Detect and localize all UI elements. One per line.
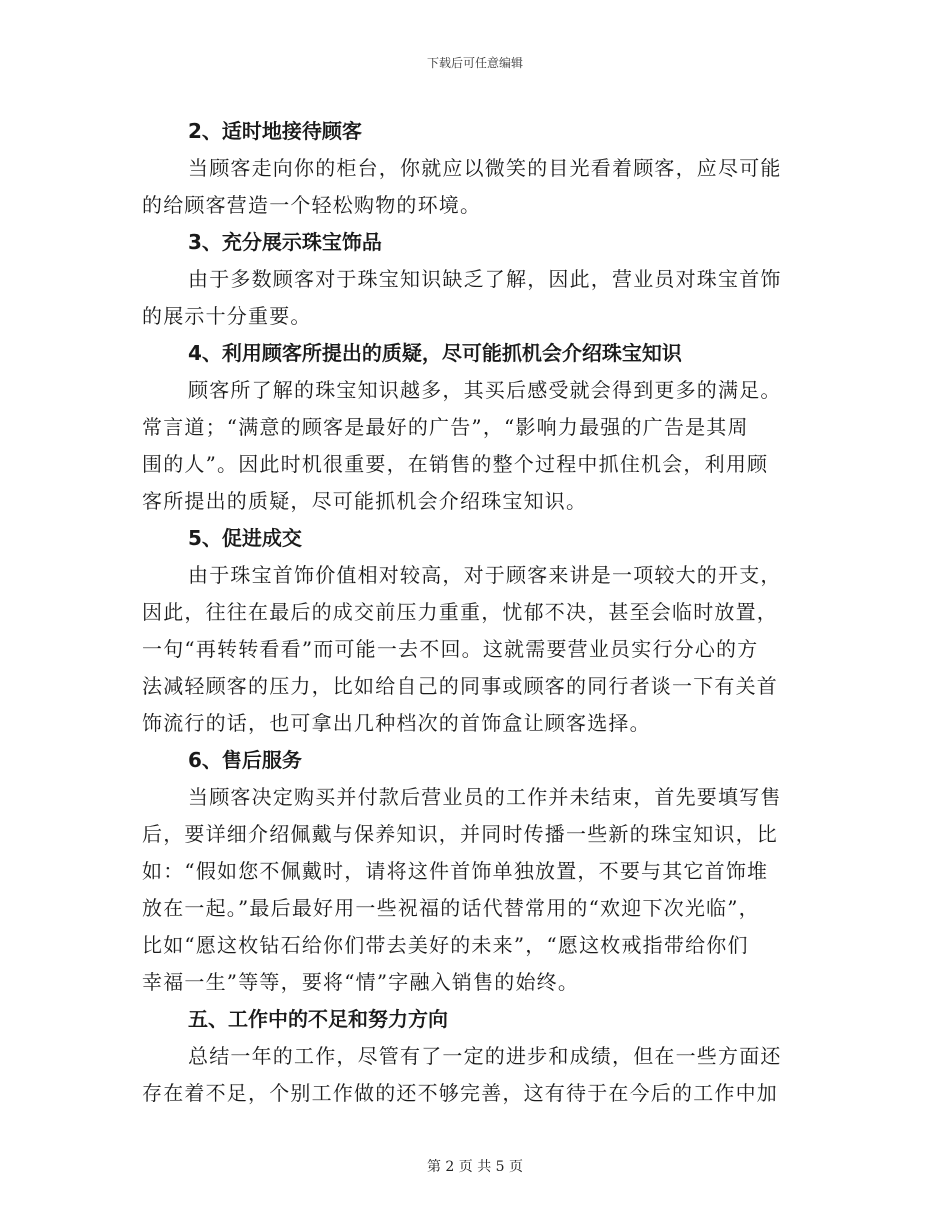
paragraph-line: 的给顾客营造一个轻松购物的环境。: [142, 193, 482, 217]
paragraph-line: 法减轻顾客的压力，比如给自己的同事或顾客的同行者谈一下有关首: [142, 674, 778, 698]
page-header-note: 下载后可任意编辑: [426, 56, 523, 70]
document-body: [142, 113, 802, 1112]
paragraph-line: 因此，往往在最后的成交前压力重重，忧郁不决，甚至会临时放置，: [142, 600, 778, 624]
paragraph-line: 围的人”。因此时机很重要，在销售的整个过程中抓住机会，利用顾: [142, 452, 769, 476]
paragraph-line: 一句“再转转看看”而可能一去不回。这就需要营业员实行分心的方: [142, 637, 759, 661]
paragraph-line: 当顾客走向你的柜台，你就应以微笑的目光看着顾客，应尽可能: [188, 156, 782, 180]
section-heading: 6、售后服务: [188, 748, 302, 772]
paragraph-line: 比如“愿这枚钻石给你们带去美好的未来”，“愿这枚戒指带给你们: [142, 933, 749, 957]
section-heading: 3、充分展示珠宝饰品: [188, 230, 382, 254]
paragraph-line: 客所提出的质疑，尽可能抓机会介绍珠宝知识。: [142, 489, 588, 513]
paragraph-line: 总结一年的工作，尽管有了一定的进步和成绩，但在一些方面还: [188, 1044, 782, 1068]
paragraph-line: 由于多数顾客对于珠宝知识缺乏了解，因此，营业员对珠宝首饰: [188, 267, 782, 291]
paragraph-line: 的展示十分重要。: [142, 304, 312, 328]
paragraph-line: 后，要详细介绍佩戴与保养知识，并同时传播一些新的珠宝知识，比: [142, 822, 778, 846]
paragraph-line: 存在着不足，个别工作做的还不够完善，这有待于在今后的工作中加: [142, 1081, 778, 1105]
paragraph-line: 放在一起。”最后最好用一些祝福的话代替常用的“欢迎下次光临”，: [142, 896, 760, 920]
paragraph-line: 顾客所了解的珠宝知识越多，其买后感受就会得到更多的满足。: [188, 378, 782, 402]
paragraph-line: 如：“假如您不佩戴时，请将这件首饰单独放置，不要与其它首饰堆: [142, 859, 769, 883]
paragraph-line: 当顾客决定购买并付款后营业员的工作并未结束，首先要填写售: [188, 785, 782, 809]
section-heading: 五、工作中的不足和努力方向: [188, 1007, 448, 1031]
paragraph-line: 饰流行的话，也可拿出几种档次的首饰盒让顾客选择。: [142, 711, 651, 735]
paragraph-line: 幸福一生”等等，要将“情”字融入销售的始终。: [142, 970, 580, 994]
section-heading: 4、利用顾客所提出的质疑，尽可能抓机会介绍珠宝知识: [188, 341, 682, 365]
paragraph-line: 由于珠宝首饰价值相对较高，对于顾客来讲是一项较大的开支，: [188, 563, 782, 587]
section-heading: 5、促进成交: [188, 526, 302, 550]
paragraph-line: 常言道；“满意的顾客是最好的广告”，“影响力最强的广告是其周: [142, 415, 749, 439]
section-heading: 2、适时地接待顾客: [188, 119, 362, 143]
page-number-footer: 第 2 页 共 5 页: [426, 1159, 524, 1175]
